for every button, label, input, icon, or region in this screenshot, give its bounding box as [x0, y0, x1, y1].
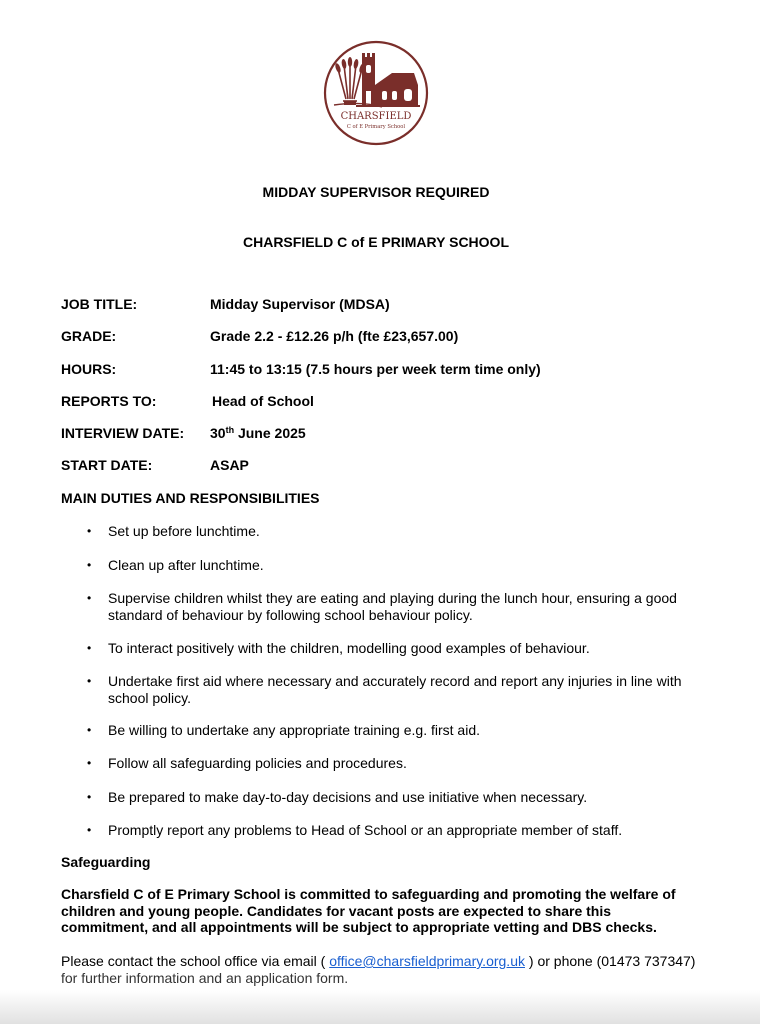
bullet-icon: • [87, 674, 92, 688]
bullet-icon: • [87, 723, 92, 737]
logo-name: CHARSFIELD [340, 111, 412, 122]
bullet-icon: • [87, 790, 92, 804]
duty-text: To interact positively with the children, modelling good examples of behaviour. [108, 640, 590, 656]
job-title-value: Midday Supervisor (MDSA) [210, 296, 390, 312]
grade-label: GRADE: [61, 328, 117, 344]
duty-text: Set up before lunchtime. [108, 523, 260, 539]
bullet-icon: • [87, 558, 92, 572]
interview-day-suffix: th [225, 425, 235, 435]
safeguarding-heading: Safeguarding [61, 854, 151, 870]
contact-closing: for further information and an application form. [61, 969, 349, 986]
bullet-icon: • [87, 756, 92, 770]
page-bottom-shadow [0, 990, 760, 1024]
hours-label: HOURS: [61, 361, 117, 377]
safeguarding-statement: Charsfield C of E Primary School is committed to safeguarding and promoting the welfare of children and young people. Candidates for vacant posts are expected to share this commitment, and all appointments will be subject to appropriate vetting and DBS checks. [61, 886, 676, 935]
contact-intro: Please contact the school office via email ( [61, 953, 330, 969]
duty-text: Be willing to undertake any appropriate training e.g. first aid. [108, 722, 480, 738]
email-link[interactable]: office@charsfieldprimary.org.uk [329, 953, 525, 969]
interview-date-label: INTERVIEW DATE: [61, 425, 185, 441]
interview-day: 30 [210, 425, 226, 441]
bullet-icon: • [87, 823, 92, 837]
reports-to-label: REPORTS TO: [61, 393, 157, 409]
interview-month-year: June 2025 [234, 425, 306, 441]
duty-text: Clean up after lunchtime. [108, 557, 264, 573]
bullet-icon: • [87, 591, 92, 605]
duty-text: Supervise children whilst they are eating and playing during the lunch hour, ensuring a good standard of behaviour by following school behaviour policy. [108, 590, 677, 623]
start-date-label: START DATE: [61, 457, 153, 473]
reports-to-value: Head of School [212, 393, 314, 409]
duty-text: Promptly report any problems to Head of School or an appropriate member of staff. [108, 822, 623, 838]
logo-subtitle: C of E Primary School [346, 124, 406, 130]
school-name-heading: CHARSFIELD C of E PRIMARY SCHOOL [242, 234, 509, 250]
school-logo [322, 39, 430, 147]
document-title: MIDDAY SUPERVISOR REQUIRED [262, 184, 490, 200]
bullet-icon: • [87, 641, 92, 655]
bullet-icon: • [87, 524, 92, 538]
duty-text: Be prepared to make day-to-day decisions and use initiative when necessary. [108, 789, 588, 805]
duty-text: Follow all safeguarding policies and procedures. [108, 755, 407, 771]
contact-paragraph [61, 953, 701, 986]
contact-phone: ) or phone (01473 737347) [525, 953, 696, 969]
start-date-value: ASAP [210, 457, 249, 473]
hours-value: 11:45 to 13:15 (7.5 hours per week term time only) [210, 361, 541, 377]
school-crest-icon [322, 39, 430, 147]
interview-date-value [210, 425, 306, 441]
duty-text: Undertake first aid where necessary and accurately record and report any injuries in line with school policy. [108, 673, 682, 706]
duties-heading: MAIN DUTIES AND RESPONSIBILITIES [61, 490, 320, 506]
grade-value: Grade 2.2 - £12.26 p/h (fte £23,657.00) [210, 328, 459, 344]
job-title-label: JOB TITLE: [61, 296, 138, 312]
